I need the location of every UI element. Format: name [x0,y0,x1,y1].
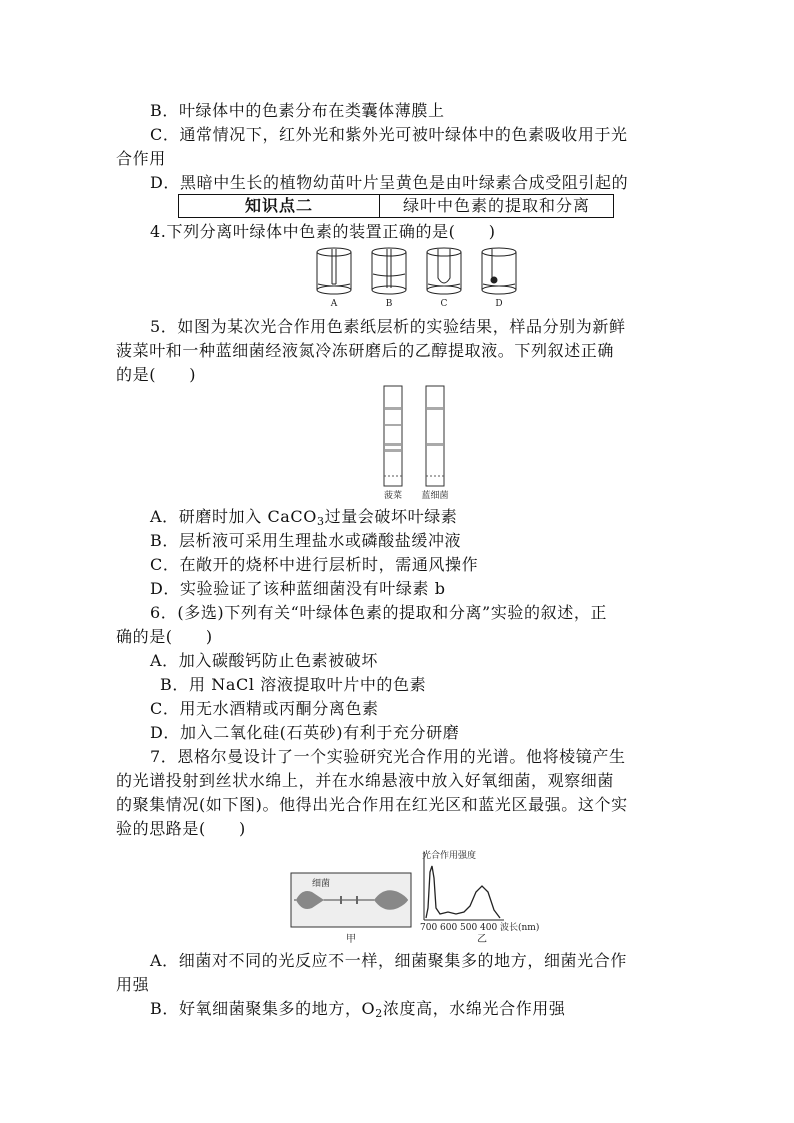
q3-option-d: D．黑暗中生长的植物幼苗叶片呈黄色是由叶绿素合成受阻引起的 [150,173,629,192]
q6-option-d: D．加入二氧化硅(石英砂)有利于充分研磨 [150,723,460,742]
yi-ylabel: 光合作用强度 [422,851,477,861]
q7-stem-line4: 验的思路是( ) [116,819,246,838]
q7-stem-line1: 7．恩格尔曼设计了一个实验研究光合作用的光谱。他将棱镜产生 [150,747,626,766]
yi-xlabel: 波长(nm) [500,923,540,933]
q7-stem-line2: 的光谱投射到丝状水绵上，并在水绵悬液中放入好氧细菌，观察细菌 [116,771,615,790]
paper-strip-spinach [384,386,402,486]
apparatus-label-d: D [495,299,503,309]
q5-option-a-subscript: 3 [316,515,325,528]
q3-option-b: B．叶绿体中的色素分布在类囊体薄膜上 [150,101,445,120]
q7-figure-jia [290,872,412,944]
q5-stem-line1: 5．如图为某次光合作用色素纸层析的实验结果，样品分别为新鲜 [150,317,626,336]
q6-option-c: C．用无水酒精或丙酮分离色素 [150,699,379,718]
apparatus-label-a: A [330,299,338,309]
apparatus-b [372,248,406,294]
q7-option-b-text: B．好氧细菌聚集多的地方，O [150,999,376,1018]
knowledge-point-header [178,194,614,218]
q6-stem-line2: 确的是( ) [116,627,213,646]
apparatus-c [427,248,461,294]
q5-stem-line3: 的是( ) [116,365,197,384]
q7-option-a-line2: 用强 [116,975,150,994]
q6-stem-line1: 6．(多选)下列有关“叶绿体色素的提取和分离”实验的叙述，正 [150,603,608,622]
apparatus-label-c: C [440,299,448,309]
strip-label-cyanobacteria: 蓝细菌 [421,491,449,501]
q5-option-d: D．实验验证了该种蓝细菌没有叶绿素 b [150,579,446,598]
bacteria-label: 细菌 [312,879,331,889]
cyanobacteria-bands [427,407,443,446]
q7-option-a-line1: A．细菌对不同的光反应不一样，细菌聚集多的地方，细菌光合作 [150,951,627,970]
q5-option-a-text: A．研磨时加入 CaCO [150,507,317,526]
q4-stem: 4.下列分离叶绿体中色素的装置正确的是( ) [150,222,496,241]
action-spectrum-curve [426,866,500,918]
figure-jia-caption: 甲 [346,934,356,944]
q5-chromatography-figure [378,384,458,502]
yi-tick-700: 700 [420,923,438,933]
q5-option-a-text-end: 过量会破坏叶绿素 [324,507,458,526]
q4-apparatus-figure [312,244,522,310]
figure-yi-caption: 乙 [477,934,487,944]
strip-label-spinach: 菠菜 [383,491,403,501]
q7-option-b-text-end: 浓度高，水绵光合作用强 [382,999,566,1018]
q5-option-c: C．在敞开的烧杯中进行层析时，需通风操作 [150,555,479,574]
q7-figure-yi [416,848,548,944]
q7-option-b-subscript: 2 [375,1007,383,1020]
apparatus-label-b: B [385,299,393,309]
q3-option-c-line1: C．通常情况下，红外光和紫外光可被叶绿体中的色素吸收用于光 [150,125,628,144]
paper-strip-cyanobacteria [426,386,444,486]
yi-tick-500: 500 [460,923,478,933]
apparatus-a [317,248,351,294]
q6-option-a: A．加入碳酸钙防止色素被破坏 [150,651,378,670]
knowledge-point-label: 知识点二 [179,195,380,218]
q6-option-b: B．用 NaCl 溶液提取叶片中的色素 [160,675,427,694]
apparatus-d [482,248,516,294]
spinach-bands [385,407,401,452]
q3-option-c-line2: 合作用 [116,149,166,168]
yi-tick-600: 600 [440,923,458,933]
q7-stem-line3: 的聚集情况(如下图)。他得出光合作用在红光区和蓝光区最强。这个实 [116,795,628,814]
q5-stem-line2: 菠菜叶和一种蓝细菌经液氮冷冻研磨后的乙醇提取液。下列叙述正确 [116,341,615,360]
q7-option-b [150,998,566,1020]
yi-tick-400: 400 [480,923,498,933]
knowledge-point-title: 绿叶中色素的提取和分离 [380,195,614,218]
q5-option-b: B．层析液可采用生理盐水或磷酸盐缓冲液 [150,531,462,550]
q5-option-a [150,506,457,528]
